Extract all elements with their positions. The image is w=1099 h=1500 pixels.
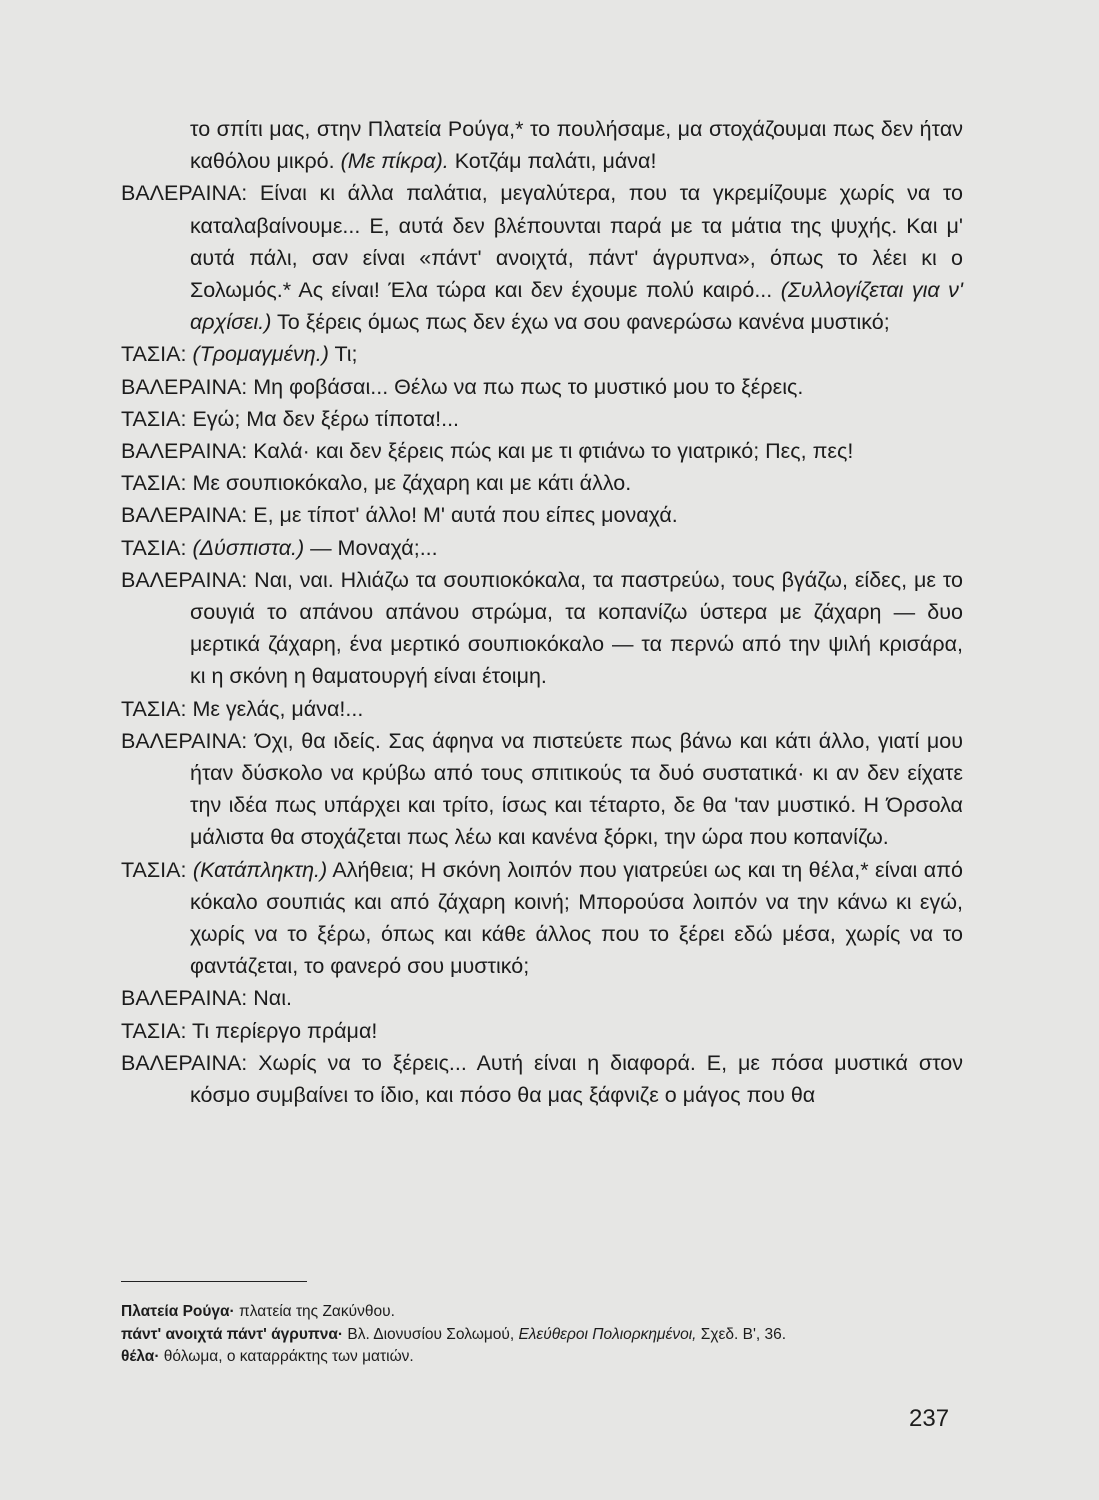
text-segment: — Μοναχά;...: [304, 535, 438, 560]
text-segment: Με σουπιοκόκαλο, με ζάχαρη και με κάτι άλλο.: [186, 471, 632, 496]
text-segment: Εγώ; Μα δεν ξέρω τίποτα!...: [186, 406, 460, 431]
speaker-name: ΤΑΣΙΑ:: [121, 1018, 187, 1043]
text-segment: ,* είναι από κόκαλο σουπιάς και από ζάχαρη κοινή; Μπορούσα λοιπόν να την κάνω κι εγώ, χωρίς να το ξέρω, όπως και κάθε άλλος που το ξέρει εδώ μέσα, χωρίς να το φαντάζεται, το φανερό σου μυστικό;: [190, 857, 963, 979]
speaker-name: ΒΑΛΕΡΑΙΝΑ:: [121, 728, 248, 753]
dialogue-line: [121, 725, 963, 854]
footnote-rule: [121, 1281, 307, 1282]
text-segment: πλατεία της Ζακύνθου.: [234, 1303, 395, 1320]
speaker-name: ΒΑΛΕΡΑΙΝΑ:: [121, 503, 248, 528]
dialogue-line: [121, 564, 963, 693]
text-segment: Είναι κι άλλα παλάτια, μεγαλύτερα, που τα γκρεμίζουμε χωρίς να το καταλαβαίνουμε... Ε, αυτά δεν βλέπουνται παρά με τα μάτια της ψυχής. Και μ' αυτά πάλι, σαν είναι «πάντ' ανοιχτά, πάντ' άγρυπνα», όπως το λέει κι ο Σολωμός.* Ας είναι! Έλα τώρα και δεν έχουμε πολύ καιρό...: [190, 181, 963, 303]
speaker-name: ΒΑΛΕΡΑΙΝΑ:: [121, 439, 248, 464]
text-segment: Ναι, ναι. Ηλιάζω τα σουπιοκόκαλα, τα παστρεύω, τους βγάζω, είδες, με το σουγιά το απάνου απάνου στρώμα, τα κοπανίζω ύστερα με ζάχαρη — δυο μερτικά ζάχαρη, ένα μερτικό σουπιοκόκαλο — τα περνώ από την ψιλή κρισάρα, κι η σκόνη η θαματουργή είναι έτοιμη.: [190, 567, 963, 689]
speaker-name: ΒΑΛΕΡΑΙΝΑ:: [121, 986, 248, 1011]
dialogue-line: [121, 177, 963, 338]
text-segment: Κοτζάμ παλάτι, μάνα!: [448, 149, 657, 174]
dialogue-line: [121, 854, 963, 983]
speaker-name: ΒΑΛΕΡΑΙΝΑ:: [121, 181, 248, 206]
text-segment: Ε, με τίποτ' άλλο! Μ' αυτά που είπες μοναχά.: [247, 503, 678, 528]
text-segment: Ναι.: [247, 986, 292, 1011]
stage-direction: (Τρομαγμένη.): [192, 342, 329, 367]
speaker-name: ΤΑΣΙΑ:: [121, 471, 187, 496]
text-segment: Χωρίς να το ξέρεις... Αυτή είναι η διαφορά. Ε, με πόσα μυστικά στον κόσμο συμβαίνει το ίδιο, και πόσο θα μας ξάφνιζε ο μάγος που θα: [190, 1050, 963, 1108]
speaker-name: ΤΑΣΙΑ:: [121, 406, 187, 431]
dialogue-line: [121, 499, 963, 531]
text-segment: θόλωμα, ο καταρράκτης των ματιών.: [159, 1348, 414, 1365]
text-segment: Μη φοβάσαι... Θέλω να πω πως το μυστικό μου το ξέρεις.: [247, 374, 804, 399]
speaker-name: ΤΑΣΙΑ:: [121, 535, 187, 560]
footnote-term: Πλατεία Ρούγα·: [121, 1303, 235, 1320]
dialogue-line: [121, 113, 963, 177]
stage-direction: (Δύσπιστα.): [192, 535, 305, 560]
speaker-name: ΤΑΣΙΑ:: [121, 696, 187, 721]
text-segment: Καλά· και δεν ξέρεις πώς και με τι φτιάνω το γιατρικό; Πες, πες!: [247, 439, 854, 464]
text-segment: Αλήθεια; Η σκόνη λοιπόν που γιατρεύει ως και τη: [327, 857, 809, 882]
text-segment: Τι;: [328, 342, 358, 367]
dialogue-line: [121, 532, 963, 564]
stage-direction: Ελεύθεροι Πολιορκημένοι,: [518, 1325, 697, 1343]
text-segment: Όχι, θα ιδείς. Σας άφηνα να πιστεύετε πως βάνω και κάτι άλλο, γιατί μου ήταν δύσκολο να κρύβω από τους σπιτικούς τα δυό συστατικά· κι αν δεν είχατε την ιδέα πως υπάρχει και τρίτο, ίσως και τέταρτο, δε θα 'ταν μυστικό. Η Όρσολα μάλιστα θα στοχάζεται πως λέω και κανένα ξόρκι, την ώρα που κοπανίζω.: [190, 728, 963, 850]
footnote: [121, 1346, 971, 1369]
footnotes: [121, 1301, 971, 1369]
dialogue-line: [121, 1015, 963, 1047]
dialogue-line: [121, 1047, 963, 1111]
footnote-term: πάντ' ανοιχτά πάντ' άγρυπνα·: [121, 1325, 344, 1343]
dialogue-line: [121, 435, 963, 467]
text-segment: Βλ. Διονυσίου Σολωμού,: [343, 1325, 519, 1343]
dialogue-text: [121, 113, 963, 1111]
text-segment: Με γελάς, μάνα!...: [186, 696, 364, 721]
speaker-name: ΒΑΛΕΡΑΙΝΑ:: [121, 1050, 248, 1075]
stage-direction: (Συλλογίζεται για ν' αρχίσει.): [190, 278, 963, 335]
dialogue-line: [121, 403, 963, 435]
stage-direction: (Με πίκρα).: [340, 149, 449, 174]
dialogue-line: [121, 693, 963, 725]
dialogue-line: [121, 467, 963, 499]
text-segment: το σπίτι μας, στην Πλατεία Ρούγα,* το πουλήσαμε, μα στοχάζουμαι πως δεν ήταν καθόλου μικρό.: [190, 117, 963, 174]
dialogue-line: [121, 338, 963, 370]
speaker-name: ΤΑΣΙΑ:: [121, 857, 187, 882]
speaker-name: ΤΑΣΙΑ:: [121, 342, 187, 367]
text-segment: θέλα: [808, 857, 855, 882]
stage-direction: (Κατάπληκτη.): [192, 857, 328, 882]
footnote-term: θέλα·: [121, 1348, 160, 1365]
dialogue-line: [121, 982, 963, 1014]
speaker-name: ΒΑΛΕΡΑΙΝΑ:: [121, 374, 248, 399]
page-number: 237: [909, 1405, 950, 1432]
footnote: [121, 1301, 971, 1324]
dialogue-line: [121, 371, 963, 403]
speaker-name: ΒΑΛΕΡΑΙΝΑ:: [121, 567, 248, 592]
text-segment: Σχεδ. Β', 36.: [696, 1325, 787, 1343]
text-segment: Το ξέρεις όμως πως δεν έχω να σου φανερώσω κανένα μυστικό;: [271, 310, 890, 335]
footnote: [121, 1324, 971, 1347]
text-segment: Τι περίεργο πράμα!: [186, 1018, 378, 1043]
